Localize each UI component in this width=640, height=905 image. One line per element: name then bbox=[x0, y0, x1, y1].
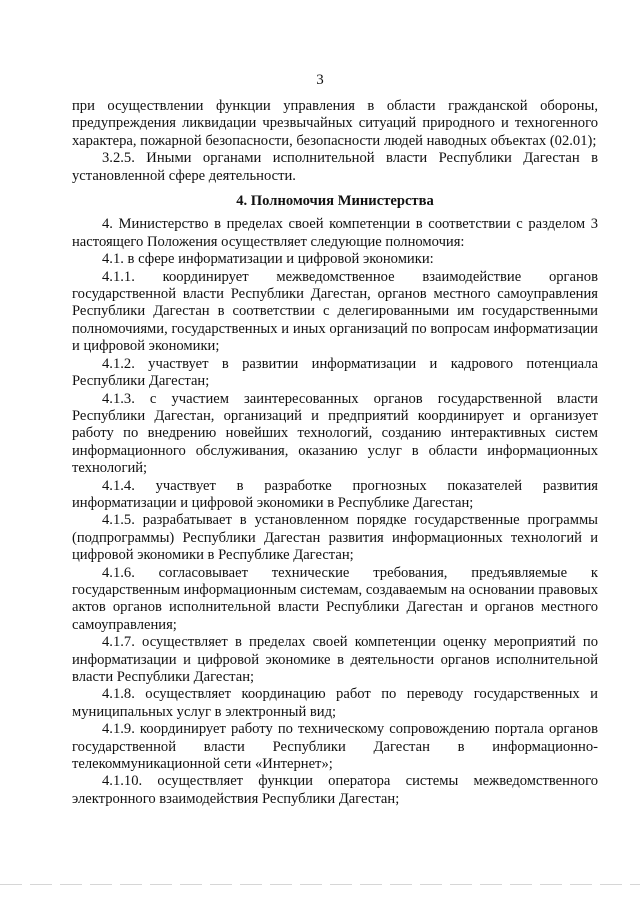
section-heading: 4. Полномочия Министерства bbox=[236, 193, 434, 210]
paragraph-4-1-8: 4.1.8. осуществляет координацию работ по переводу государственных и муниципальных услуг в электронный вид; bbox=[72, 686, 598, 720]
paragraph-4-1-6: 4.1.6. согласовывает технические требования, предъявляемые к государственным информационным системам, создаваемым на основании правовых актов органов исполнительной власти Республики Дагестан и органов местного самоуправления; bbox=[72, 564, 598, 633]
paragraph-4-1-4: 4.1.4. участвует в разработке прогнозных показателей развития информатизации и цифровой экономики в Республике Дагестан; bbox=[72, 477, 598, 511]
paragraph-continuation: при осуществлении функции управления в области гражданской обороны, предупреждения ликвидации чрезвычайных ситуаций природного и техногенного характера, пожарной безопасности, безопасности людей наводных объектах (02.01); bbox=[72, 98, 598, 149]
paragraph-4-1: 4.1. в сфере информатизации и цифровой экономики: bbox=[102, 251, 434, 268]
paragraph-4-1-2: 4.1.2. участвует в развитии информатизации и кадрового потенциала Республики Дагестан; bbox=[72, 355, 598, 390]
paragraph-4: 4. Министерство в пределах своей компетенции в соответствии с разделом 3 настоящего Положения осуществляет следующие полномочия: bbox=[72, 216, 598, 250]
paragraph-4-1-10: 4.1.10. осуществляет функции оператора системы межведомственного электронного взаимодействия Республики Дагестан; bbox=[72, 773, 598, 807]
document-body bbox=[72, 98, 598, 808]
page-number: 3 bbox=[316, 72, 324, 88]
paragraph-4-1-3: 4.1.3. с участием заинтересованных органов государственной власти Республики Дагестан, организаций и предприятий координирует и организует работу по внедрению новейших технологий, созданию интерактивных систем информационного обслуживания, оказанию услуг в области информационных технологий; bbox=[72, 390, 598, 477]
paragraph-4-1-5: 4.1.5. разрабатывает в установленном порядке государственные программы (подпрограммы) Республики Дагестан развития информационных технологий и цифровой экономики в Республике Дагестан; bbox=[72, 512, 598, 564]
paragraph-4-1-1: 4.1.1. координирует межведомственное взаимодействие органов государственной власти Республики Дагестан, органов местного самоуправления Республики Дагестан в соответствии с делегированными им государственными полномочиями, государственных и иных организаций по вопросам информатизации и цифровой экономики; bbox=[72, 268, 598, 355]
paragraph-4-1-9: 4.1.9. координирует работу по техническому сопровождению портала органов государственной власти Республики Дагестан в информационно-телекоммуникационной сети «Интернет»; bbox=[72, 721, 598, 773]
scan-edge-divider bbox=[0, 884, 640, 885]
paragraph-4-1-7: 4.1.7. осуществляет в пределах своей компетенции оценку мероприятий по информатизации и цифровой экономике в деятельности органов исполнительной власти Республики Дагестан; bbox=[72, 634, 598, 685]
paragraph-3-2-5: 3.2.5. Иными органами исполнительной власти Республики Дагестан в установленной сфере деятельности. bbox=[72, 150, 598, 184]
